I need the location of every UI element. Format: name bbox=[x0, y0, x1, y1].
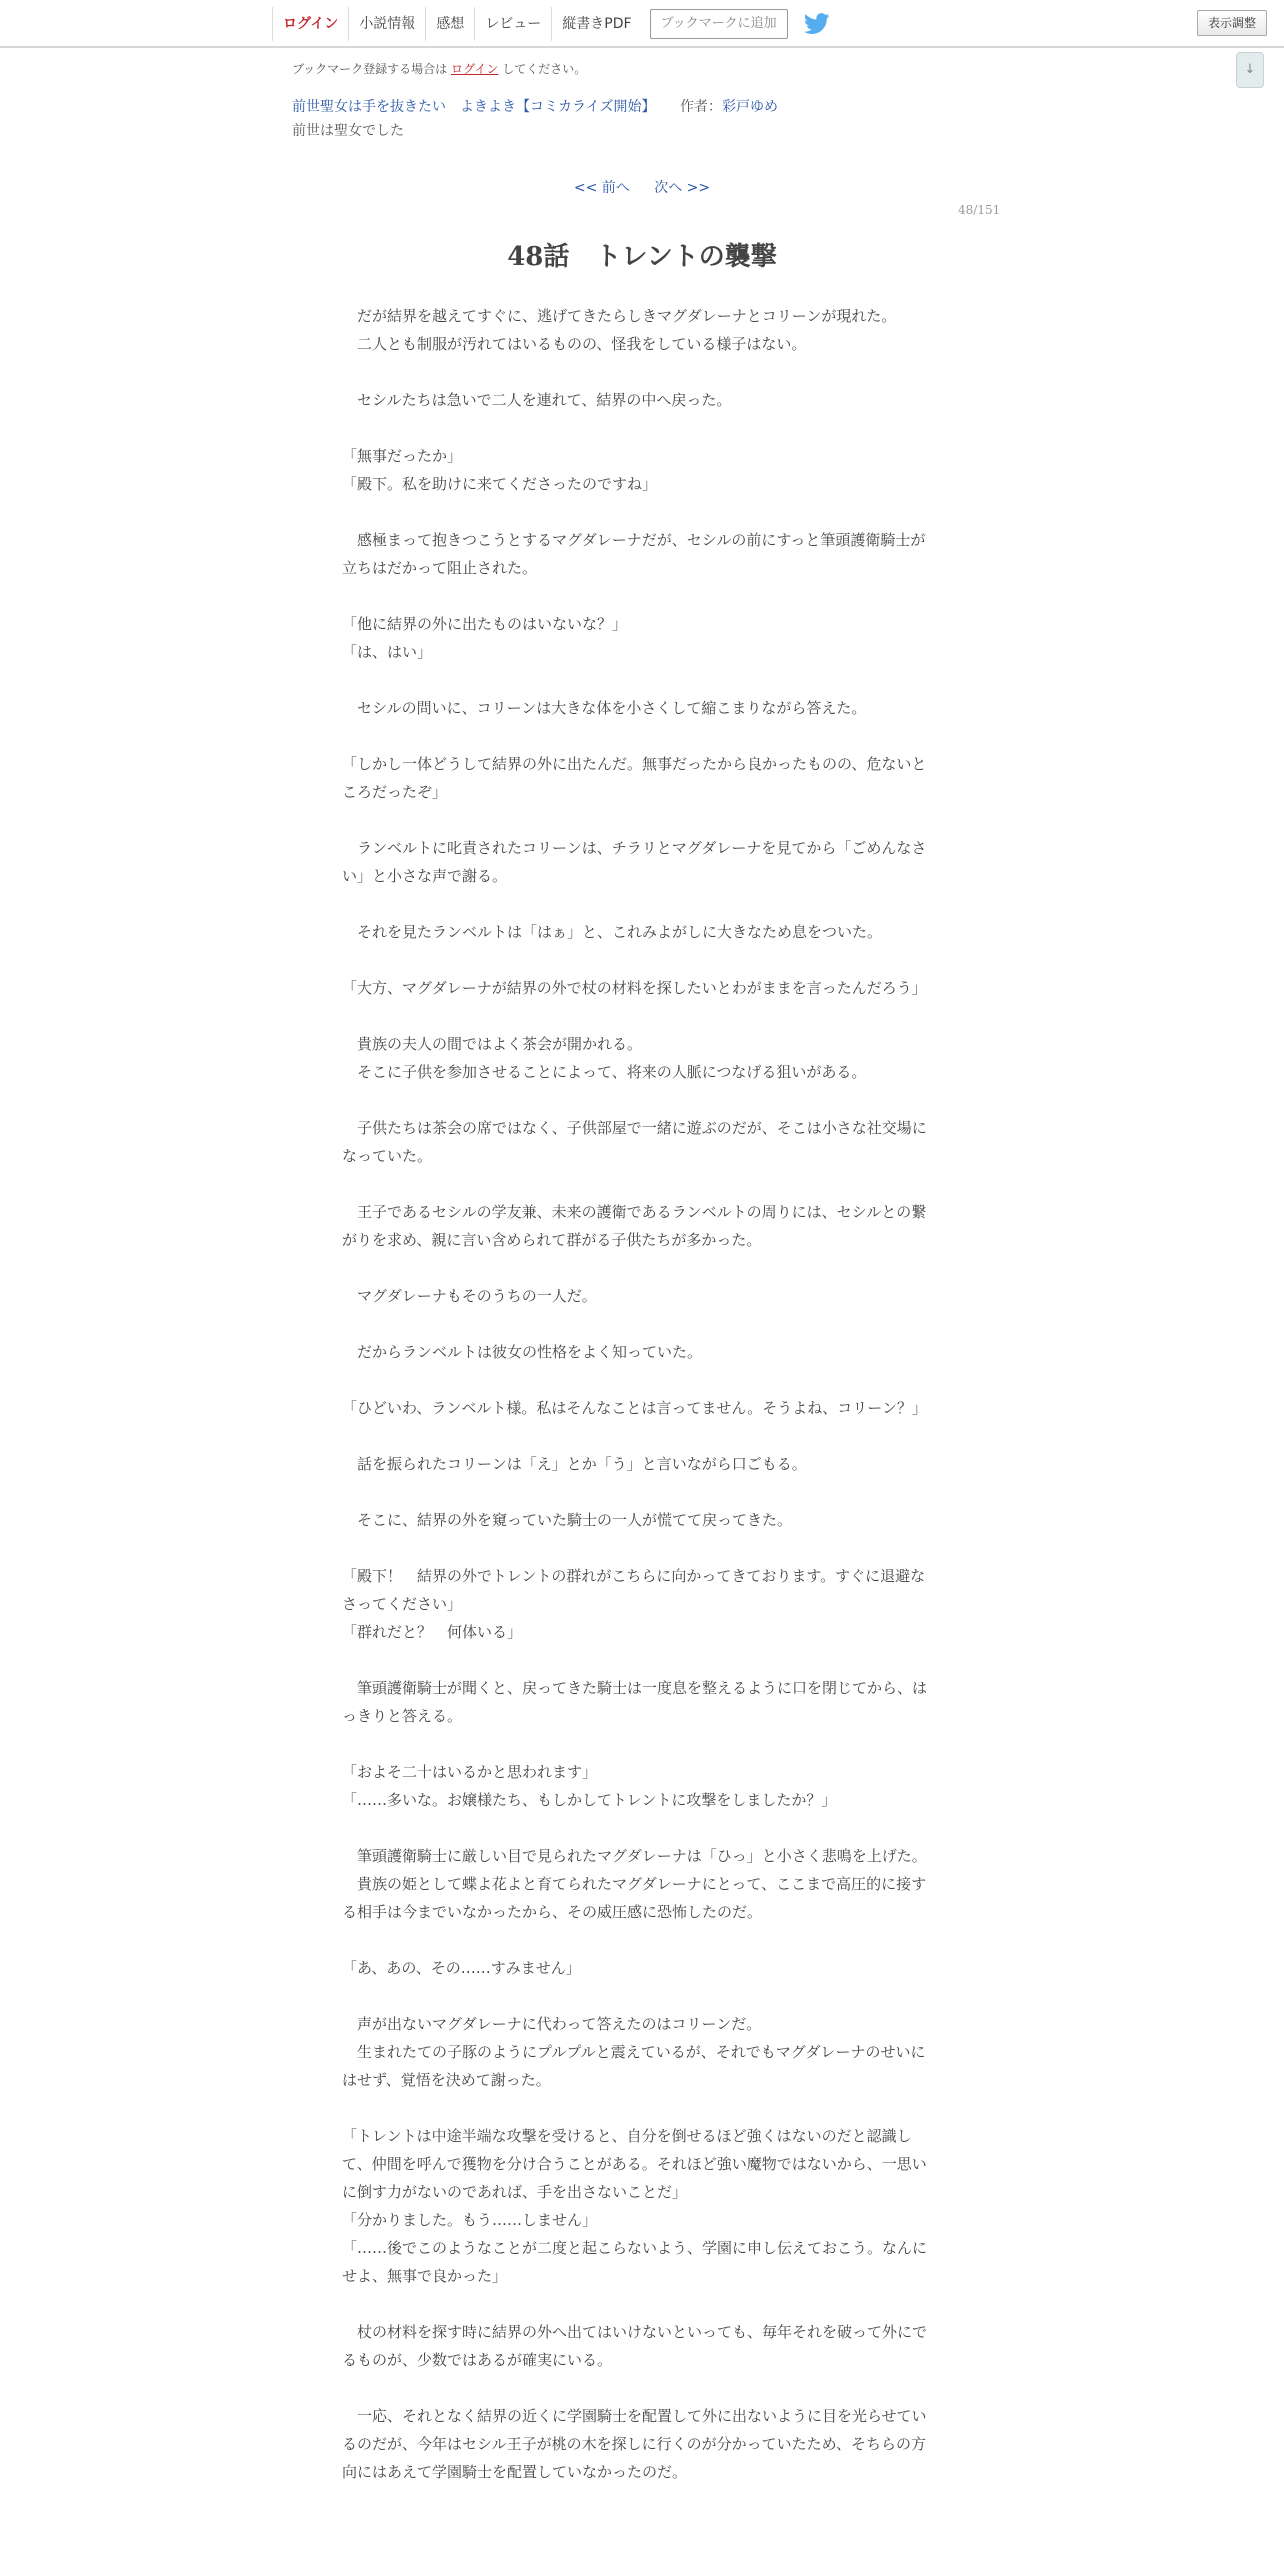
novel-paragraph: 「殿下！ 結界の外でトレントの群れがこちらに向かってきております。すぐに退避なさってください」 bbox=[342, 1567, 926, 1613]
notice-text-before: ブックマーク登録する場合は bbox=[292, 62, 448, 76]
author-name-link[interactable]: 彩戸ゆめ bbox=[722, 99, 778, 115]
novel-paragraph: 筆頭護衛騎士が聞くと、戻ってきた騎士は一度息を整えるように口を閉じてから、はっきりと答える。 bbox=[342, 1679, 928, 1725]
novel-body bbox=[342, 302, 938, 2486]
blank-line bbox=[342, 1422, 938, 1450]
blank-line bbox=[342, 1730, 938, 1758]
novel-paragraph: 「……後でこのようなことが二度と起こらないよう、学園に申し伝えておこう。なんにせよ、無事で良かった」 bbox=[342, 2239, 928, 2285]
novel-paragraph: 筆頭護衛騎士に厳しい目で見られたマグダレーナは「ひっ」と小さく悲鳴を上げた。 bbox=[342, 1847, 927, 1865]
novel-paragraph: そこに、結界の外を窺っていた騎士の一人が慌てて戻ってきた。 bbox=[342, 1511, 793, 1529]
novel-paragraph: 感極まって抱きつこうとするマグダレーナだが、セシルの前にすっと筆頭護衛騎士が立ちはだかって阻止された。 bbox=[342, 531, 926, 577]
chapter-title: 48話 トレントの襲撃 bbox=[507, 242, 777, 272]
novel-paragraph: セシルの問いに、コリーンは大きな体を小さくして縮こまりながら答えた。 bbox=[342, 699, 867, 717]
author-label: 作者： bbox=[680, 99, 722, 115]
chapter-pager bbox=[0, 177, 1284, 197]
novel-paragraph: そこに子供を参加させることによって、将来の人脈につなげる狙いがある。 bbox=[342, 1063, 867, 1081]
review-link[interactable]: レビュー bbox=[474, 7, 551, 41]
novel-paragraph: 「……多いな。お嬢様たち、もしかしてトレントに攻撃をしましたか？」 bbox=[342, 1791, 837, 1809]
novel-paragraph: 貴族の夫人の間ではよく茶会が開かれる。 bbox=[342, 1035, 643, 1053]
blank-line bbox=[342, 1534, 938, 1562]
next-chapter-link[interactable]: 次へ >> bbox=[654, 180, 711, 196]
blank-line bbox=[342, 806, 938, 834]
twitter-bird-icon bbox=[804, 13, 830, 35]
impressions-link[interactable]: 感想 bbox=[425, 7, 474, 41]
vertical-pdf-link[interactable]: 縦書きPDF bbox=[551, 7, 641, 41]
novel-paragraph: 「分かりました。もう……しません」 bbox=[342, 2211, 598, 2229]
author-line bbox=[680, 96, 778, 116]
prev-chapter-link[interactable]: << 前へ bbox=[573, 180, 630, 196]
blank-line bbox=[342, 1982, 938, 2010]
novel-paragraph: 話を振られたコリーンは「え」とか「う」と言いながら口ごもる。 bbox=[342, 1455, 807, 1473]
blank-line bbox=[342, 946, 938, 974]
blank-line bbox=[342, 2374, 938, 2402]
novel-paragraph: 王子であるセシルの学友兼、未来の護衛であるランベルトの周りには、セシルとの繋がりを求め、親に言い含められて群がる子供たちが多かった。 bbox=[342, 1203, 927, 1249]
novel-paragraph: 二人とも制服が汚れてはいるものの、怪我をしている様子はない。 bbox=[342, 335, 807, 353]
twitter-share-button[interactable] bbox=[804, 13, 830, 35]
novel-info-link[interactable]: 小説情報 bbox=[348, 7, 425, 41]
scroll-down-tab[interactable]: ↓ bbox=[1236, 52, 1264, 88]
novel-paragraph: 「群れだと？ 何体いる」 bbox=[342, 1623, 523, 1641]
notice-login-link[interactable]: ログイン bbox=[451, 62, 499, 76]
blank-line bbox=[342, 1478, 938, 1506]
blank-line bbox=[342, 1310, 938, 1338]
novel-paragraph: セシルたちは急いで二人を連れて、結界の中へ戻った。 bbox=[342, 391, 732, 409]
novel-paragraph: 杖の材料を探す時に結界の外へ出てはいけないといっても、毎年それを破って外にでるものが、少数ではあるが確実にいる。 bbox=[342, 2323, 928, 2369]
display-adjust-button[interactable]: 表示調整 bbox=[1197, 10, 1267, 36]
novel-paragraph: 「他に結界の外に出たものはいないな？」 bbox=[342, 615, 628, 633]
blank-line bbox=[342, 1086, 938, 1114]
novel-paragraph: 「あ、あの、その……すみません」 bbox=[342, 1959, 581, 1977]
blank-line bbox=[342, 498, 938, 526]
novel-paragraph: だが結界を越えてすぐに、逃げてきたらしきマグダレーナとコリーンが現れた。 bbox=[342, 307, 897, 325]
blank-line bbox=[342, 1814, 938, 1842]
blank-line bbox=[342, 890, 938, 918]
blank-line bbox=[342, 582, 938, 610]
login-link[interactable]: ログイン bbox=[272, 7, 348, 41]
novel-paragraph: 子供たちは茶会の席ではなく、子供部屋で一緒に遊ぶのだが、そこは小さな社交場になっていた。 bbox=[342, 1119, 927, 1165]
blank-line bbox=[342, 666, 938, 694]
blank-line bbox=[342, 2094, 938, 2122]
blank-line bbox=[342, 358, 938, 386]
main-nav bbox=[272, 7, 830, 41]
notice-text-after: してください。 bbox=[502, 62, 587, 76]
novel-paragraph: 「トレントは中途半端な攻撃を受けると、自分を倒せるほど強くはないのだと認識して、仲間を呼んで獲物を分け合うことがある。それほど強い魔物ではないから、一思いに倒す力がないのであれば、手を出さないことだ」 bbox=[342, 2127, 927, 2201]
blank-line bbox=[342, 1926, 938, 1954]
blank-line bbox=[342, 1254, 938, 1282]
bookmark-login-notice bbox=[292, 60, 586, 77]
novel-paragraph: 生まれたての子豚のようにプルプルと震えているが、それでもマグダレーナのせいにはせず、覚悟を決めて謝った。 bbox=[342, 2043, 926, 2089]
novel-paragraph: 「しかし一体どうして結界の外に出たんだ。無事だったから良かったものの、危ないところだったぞ」 bbox=[342, 755, 927, 801]
top-navigation-bar bbox=[0, 0, 1284, 48]
add-bookmark-button[interactable]: ブックマークに追加 bbox=[650, 9, 788, 39]
novel-paragraph: 「ひどいわ、ランベルト様。私はそんなことは言ってません。そうよね、コリーン？」 bbox=[342, 1399, 928, 1417]
blank-line bbox=[342, 1646, 938, 1674]
novel-paragraph: 「大方、マグダレーナが結界の外で杖の材料を探したいとわがままを言ったんだろう」 bbox=[342, 979, 927, 997]
blank-line bbox=[342, 414, 938, 442]
page-number: 48/151 bbox=[958, 203, 1001, 217]
novel-paragraph: 声が出ないマグダレーナに代わって答えたのはコリーンだ。 bbox=[342, 2015, 762, 2033]
blank-line bbox=[342, 2290, 938, 2318]
novel-paragraph: マグダレーナもそのうちの一人だ。 bbox=[342, 1287, 597, 1305]
novel-paragraph: 一応、それとなく結界の近くに学園騎士を配置して外に出ないように目を光らせているのだが、今年はセシル王子が桃の木を探しに行くのが分かっていたため、そちらの方向にはあえて学園騎士を配置していなかったのだ。 bbox=[342, 2407, 927, 2481]
novel-paragraph: それを見たランベルトは「はぁ」と、これみよがしに大きなため息をついた。 bbox=[342, 923, 883, 941]
blank-line bbox=[342, 1170, 938, 1198]
chapter-group-subtitle: 前世は聖女でした bbox=[292, 123, 404, 139]
novel-paragraph: だからランベルトは彼女の性格をよく知っていた。 bbox=[342, 1343, 703, 1361]
novel-paragraph: 貴族の姫として蝶よ花よと育てられたマグダレーナにとって、ここまで高圧的に接する相手は今までいなかったから、その威圧感に恐怖したのだ。 bbox=[342, 1875, 927, 1921]
blank-line bbox=[342, 1002, 938, 1030]
novel-paragraph: 「およそ二十はいるかと思われます」 bbox=[342, 1763, 598, 1781]
novel-paragraph: 「殿下。私を助けに来てくださったのですね」 bbox=[342, 475, 658, 493]
novel-paragraph: ランベルトに叱責されたコリーンは、チラリとマグダレーナを見てから「ごめんなさい」と小さな声で謝る。 bbox=[342, 839, 927, 885]
novel-paragraph: 「無事だったか」 bbox=[342, 447, 463, 465]
blank-line bbox=[342, 1366, 938, 1394]
novel-paragraph: 「は、はい」 bbox=[342, 643, 433, 661]
blank-line bbox=[342, 722, 938, 750]
series-title-link[interactable]: 前世聖女は手を抜きたい よきよき【コミカライズ開始】 bbox=[292, 99, 656, 115]
